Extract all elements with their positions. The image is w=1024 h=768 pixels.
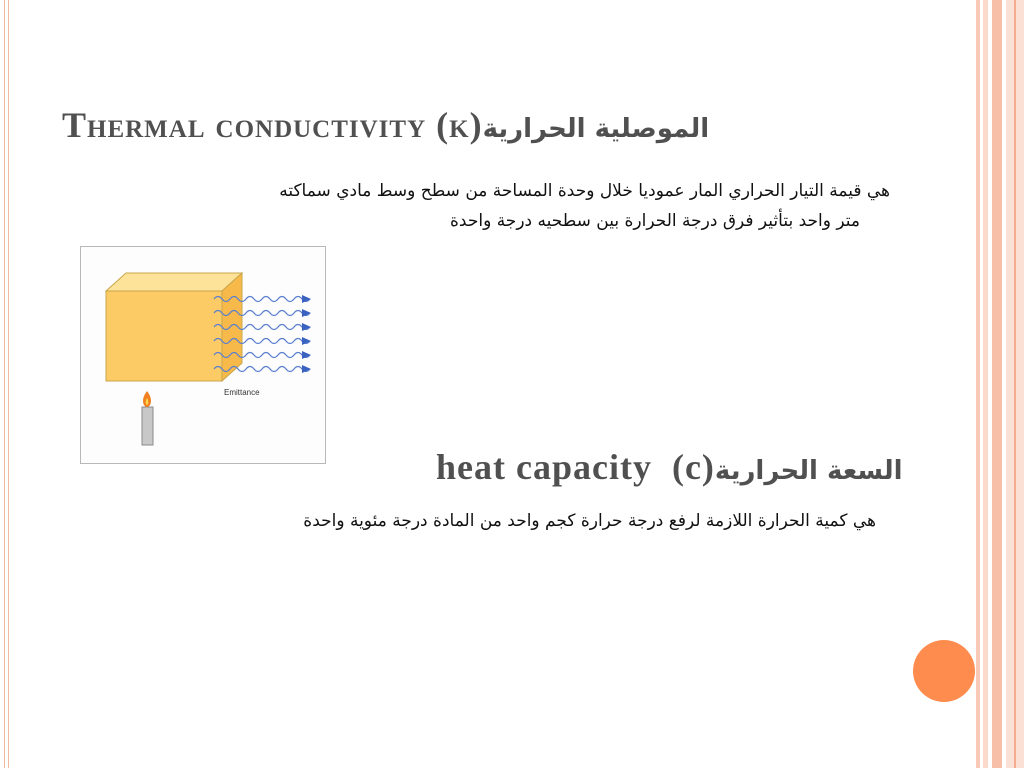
title-arabic: الموصلية الحرارية [482, 114, 710, 144]
emittance-label: Emittance [224, 388, 260, 397]
slide-title [62, 104, 862, 146]
candle [142, 407, 153, 445]
cube-front [106, 291, 222, 381]
decor-stripe [976, 0, 980, 768]
decor-stripe [1014, 0, 1016, 768]
cube-side [222, 273, 242, 381]
definition-heat-capacity [110, 506, 876, 536]
title-english: Thermal conductivity (k) [62, 105, 483, 145]
heat-capacity-heading [436, 446, 976, 488]
emittance-figure [80, 246, 326, 464]
decor-stripe [992, 0, 1002, 768]
emittance-illustration [81, 247, 325, 463]
left-frame-line [4, 0, 5, 768]
definition-line-2: متر واحد بتأثير فرق درجة الحرارة بين سطحيه درجة واحدة [450, 211, 860, 231]
decor-stripe [983, 0, 988, 768]
definition-conductivity [100, 176, 890, 236]
cube-top [106, 273, 242, 291]
wave-arrows [302, 295, 311, 373]
heading-english: heat capacity (c) [436, 447, 715, 487]
heading-arabic: السعة الحرارية [714, 456, 903, 486]
definition-line-1: هي قيمة التيار الحراري المار عموديا خلال وحدة المساحة من سطح وسط مادي سماكته [279, 181, 890, 201]
definition-text: هي كمية الحرارة اللازمة لرفع درجة حرارة كجم واحد من المادة درجة مئوية واحدة [303, 511, 876, 531]
decorative-circle [913, 640, 975, 702]
